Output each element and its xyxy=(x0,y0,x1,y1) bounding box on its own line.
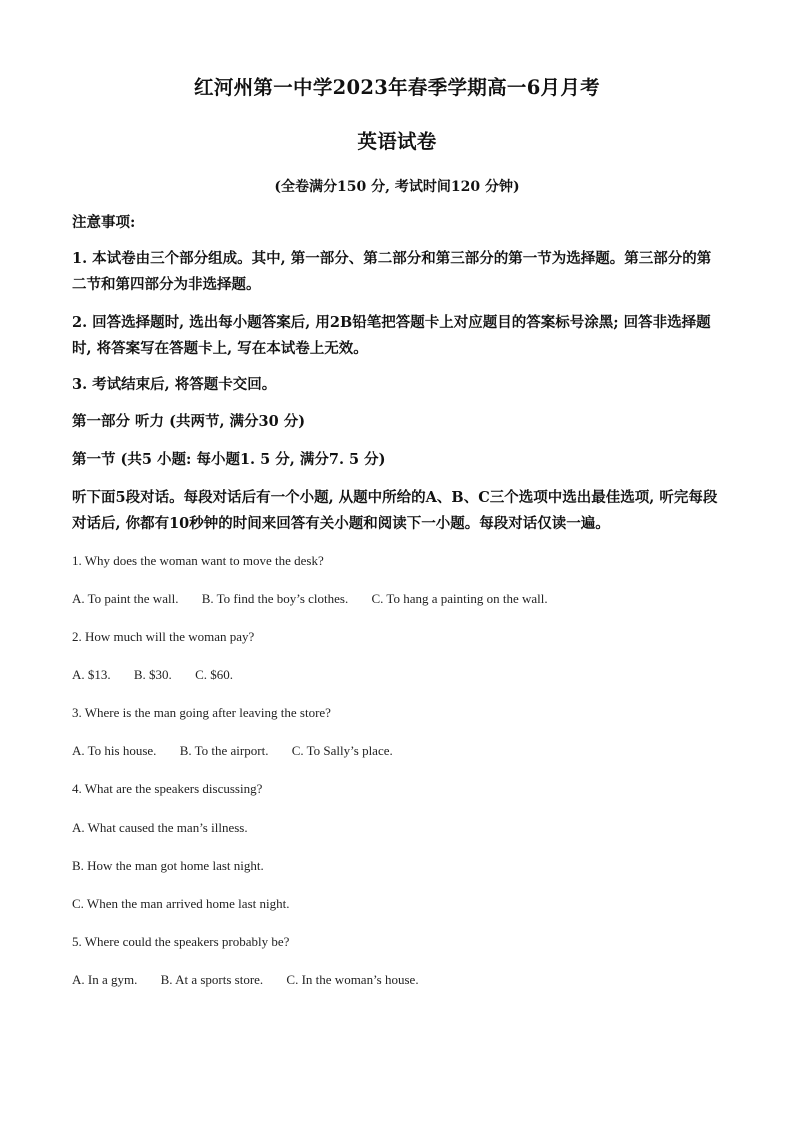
question-3: 3. Where is the man going after leaving the store? xyxy=(72,705,331,720)
notice-item-3: 3. 考试结束后, 将答题卡交回。 xyxy=(72,376,277,393)
option-c: C. To Sally’s place. xyxy=(291,743,393,758)
notice-heading: 注意事项: xyxy=(72,214,136,231)
exam-subject: 英语试卷 xyxy=(357,130,437,153)
option-c: C. $60. xyxy=(195,667,233,682)
question-3-options xyxy=(72,742,724,760)
option-a: A. To his house. xyxy=(72,743,157,758)
exam-title: 红河州第一中学2023年春季学期高一6月月考 xyxy=(194,76,600,99)
question-1-options xyxy=(72,590,724,608)
part1-section-heading: 第一节 (共5 小题: 每小题1. 5 分, 满分7. 5 分) xyxy=(72,451,386,468)
notice-item-1: 1. 本试卷由三个部分组成。其中, 第一部分、第二部分和第三部分的第一节为选择题。第三部分的第二节和第四部分为非选择题。 xyxy=(72,250,712,293)
question-4-option-b: B. How the man got home last night. xyxy=(72,858,264,873)
option-a: A. $13. xyxy=(72,667,111,682)
part1-instructions: 听下面5段对话。每段对话后有一个小题, 从题中所给的A、B、C三个选项中选出最佳选项, 听完每段对话后, 你都有10秒钟的时间来回答有关小题和阅读下一小题。每段对话仅读一遍。 xyxy=(72,489,718,532)
option-a: A. In a gym. xyxy=(72,972,138,987)
question-4-option-c: C. When the man arrived home last night. xyxy=(72,896,290,911)
notice-item-2: 2. 回答选择题时, 选出每小题答案后, 用2B铅笔把答题卡上对应题目的答案标号涂黑; 回答非选择题时, 将答案写在答题卡上, 写在本试卷上无效。 xyxy=(72,314,711,357)
question-4-option-a: A. What caused the man’s illness. xyxy=(72,820,248,835)
option-c: C. To hang a painting on the wall. xyxy=(371,591,548,606)
question-5: 5. Where could the speakers probably be? xyxy=(72,934,290,949)
question-4: 4. What are the speakers discussing? xyxy=(72,781,263,796)
option-c: C. In the woman’s house. xyxy=(286,972,419,987)
part1-heading: 第一部分 听力 (共两节, 满分30 分) xyxy=(72,413,306,430)
question-2: 2. How much will the woman pay? xyxy=(72,629,255,644)
option-b: B. $30. xyxy=(133,667,172,682)
option-b: B. At a sports store. xyxy=(160,972,264,987)
question-5-options xyxy=(72,971,724,989)
option-b: B. To find the boy’s clothes. xyxy=(201,591,349,606)
question-2-options xyxy=(72,666,724,684)
question-1: 1. Why does the woman want to move the desk? xyxy=(72,553,324,568)
option-a: A. To paint the wall. xyxy=(72,591,179,606)
option-b: B. To the airport. xyxy=(179,743,269,758)
exam-info: (全卷满分150 分, 考试时间120 分钟) xyxy=(274,179,520,195)
